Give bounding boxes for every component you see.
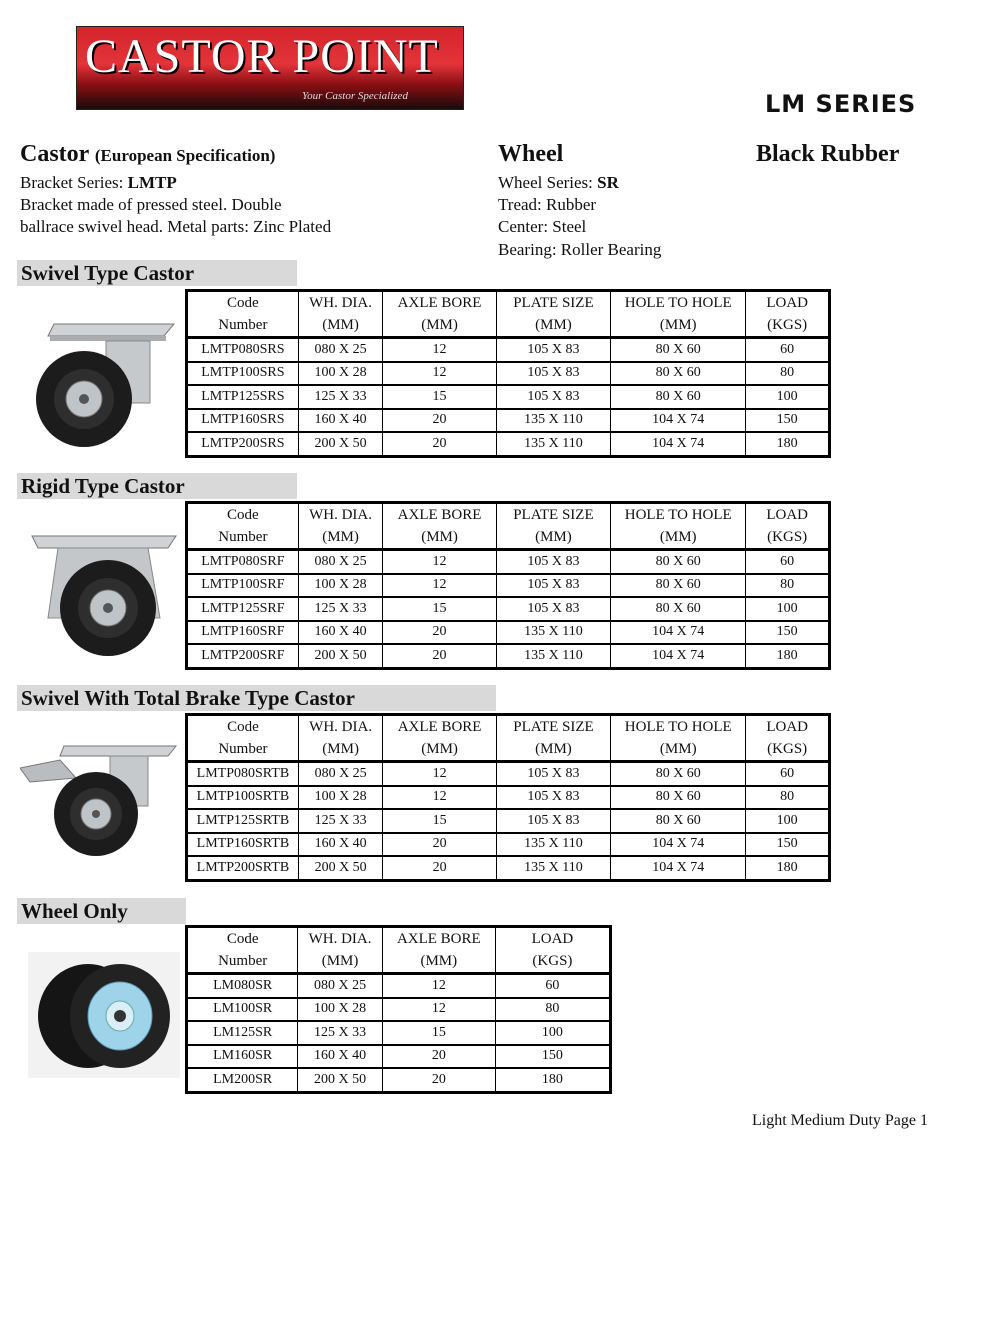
table-cell: 105 X 83	[496, 385, 610, 409]
table-cell: 80 X 60	[611, 786, 746, 810]
table-cell: LMTP080SRF	[187, 550, 299, 574]
table-cell: 105 X 83	[496, 809, 610, 833]
table-cell: 12	[383, 762, 496, 786]
table-cell: 180	[495, 1068, 610, 1092]
wheel-heading: Wheel	[498, 141, 564, 167]
table-header-row	[187, 927, 611, 974]
col-hole: HOLE TO HOLE (MM)	[611, 291, 746, 338]
table-cell: 200 X 50	[298, 644, 383, 668]
table-cell: 80	[746, 574, 830, 598]
table-cell: 20	[382, 1045, 495, 1069]
table-cell: 12	[382, 998, 495, 1022]
rigid-spec-table	[185, 501, 831, 670]
wheel-spec-table	[185, 925, 612, 1094]
section-title-wheel: Wheel Only	[17, 898, 186, 924]
castor-desc-1: Bracket made of pressed steel. Double	[20, 195, 282, 214]
wheel-series: Wheel Series: SR	[498, 173, 619, 192]
table-cell: LMTP200SRS	[187, 432, 299, 456]
table-cell: LMTP125SRF	[187, 597, 299, 621]
table-row	[187, 1068, 611, 1092]
table-cell: 15	[383, 809, 496, 833]
brake-spec-table	[185, 713, 831, 882]
table-cell: LMTP100SRF	[187, 574, 299, 598]
logo-tagline: Your Castor Specialized	[302, 90, 408, 102]
table-row	[187, 833, 830, 857]
table-cell: 80 X 60	[611, 385, 746, 409]
table-cell: 80 X 60	[611, 809, 746, 833]
table-cell: 20	[383, 833, 496, 857]
col-load: LOAD (KGS)	[495, 927, 610, 974]
table-cell: 20	[383, 409, 496, 433]
table-cell: 60	[746, 550, 830, 574]
table-cell: 160 X 40	[298, 833, 383, 857]
table-row	[187, 597, 830, 621]
table-cell: 125 X 33	[298, 809, 383, 833]
table-cell: 105 X 83	[496, 550, 610, 574]
table-cell: LM160SR	[187, 1045, 298, 1069]
table-cell: 80 X 60	[611, 338, 746, 362]
logo-text: CASTOR POINT	[85, 30, 439, 83]
table-cell: 105 X 83	[496, 762, 610, 786]
table-cell: 125 X 33	[298, 385, 383, 409]
page-footer: Light Medium Duty Page 1	[752, 1112, 928, 1129]
col-dia: WH. DIA. (MM)	[298, 503, 383, 550]
table-row	[187, 1045, 611, 1069]
castor-heading-note: (European Specification)	[94, 146, 276, 165]
table-cell: 104 X 74	[611, 621, 746, 645]
castor-heading: Castor (European Specification)	[20, 141, 276, 167]
table-cell: 100 X 28	[298, 786, 383, 810]
col-hole: HOLE TO HOLE (MM)	[611, 503, 746, 550]
table-cell: 60	[746, 338, 830, 362]
table-row	[187, 762, 830, 786]
table-cell: 100 X 28	[298, 998, 382, 1022]
table-cell: 150	[495, 1045, 610, 1069]
table-cell: 80	[746, 786, 830, 810]
table-cell: 200 X 50	[298, 856, 383, 880]
table-row	[187, 385, 830, 409]
table-cell: LMTP080SRS	[187, 338, 299, 362]
table-cell: 80	[746, 362, 830, 386]
table-cell: LMTP100SRS	[187, 362, 299, 386]
table-cell: 104 X 74	[611, 432, 746, 456]
col-code: Code Number	[187, 503, 299, 550]
table-cell: 135 X 110	[496, 644, 610, 668]
table-cell: 080 X 25	[298, 550, 383, 574]
table-cell: 125 X 33	[298, 1021, 382, 1045]
table-cell: 100 X 28	[298, 574, 383, 598]
table-cell: 080 X 25	[298, 762, 383, 786]
table-cell: 150	[746, 409, 830, 433]
table-cell: LM080SR	[187, 974, 298, 998]
table-row	[187, 362, 830, 386]
table-row	[187, 574, 830, 598]
table-row	[187, 856, 830, 880]
col-bore: AXLE BORE (MM)	[382, 927, 495, 974]
table-cell: 20	[383, 644, 496, 668]
table-cell: LMTP200SRF	[187, 644, 299, 668]
table-cell: 20	[383, 432, 496, 456]
table-cell: 135 X 110	[496, 432, 610, 456]
swivel-castor-image	[24, 316, 180, 448]
table-row	[187, 550, 830, 574]
col-load: LOAD (KGS)	[746, 291, 830, 338]
table-cell: LMTP200SRTB	[187, 856, 299, 880]
col-code: Code Number	[187, 715, 299, 762]
table-header-row	[187, 503, 830, 550]
col-code: Code Number	[187, 291, 299, 338]
table-cell: 150	[746, 621, 830, 645]
table-cell: 80	[495, 998, 610, 1022]
table-cell: 080 X 25	[298, 974, 382, 998]
col-plate: PLATE SIZE (MM)	[496, 291, 610, 338]
table-cell: LMTP160SRTB	[187, 833, 299, 857]
table-cell: 104 X 74	[611, 856, 746, 880]
table-cell: 150	[746, 833, 830, 857]
table-cell: 160 X 40	[298, 621, 383, 645]
col-code: Code Number	[187, 927, 298, 974]
table-row	[187, 409, 830, 433]
table-cell: 200 X 50	[298, 1068, 382, 1092]
table-cell: 125 X 33	[298, 597, 383, 621]
table-cell: 20	[383, 621, 496, 645]
table-cell: 180	[746, 856, 830, 880]
wheel-center: Center: Steel	[498, 217, 587, 236]
table-cell: 135 X 110	[496, 621, 610, 645]
table-row	[187, 809, 830, 833]
table-row	[187, 644, 830, 668]
bracket-series: Bracket Series: LMTP	[20, 173, 177, 192]
brake-castor-image	[20, 742, 180, 858]
table-cell: 104 X 74	[611, 409, 746, 433]
table-cell: 80 X 60	[611, 597, 746, 621]
table-header-row	[187, 291, 830, 338]
table-cell: 104 X 74	[611, 833, 746, 857]
table-cell: 160 X 40	[298, 409, 383, 433]
table-row	[187, 432, 830, 456]
table-cell: 180	[746, 644, 830, 668]
table-cell: LMTP080SRTB	[187, 762, 299, 786]
table-cell: LMTP125SRTB	[187, 809, 299, 833]
table-cell: 20	[383, 856, 496, 880]
wheel-tread: Tread: Rubber	[498, 195, 597, 214]
table-cell: LM200SR	[187, 1068, 298, 1092]
table-cell: 105 X 83	[496, 786, 610, 810]
table-cell: 105 X 83	[496, 574, 610, 598]
table-cell: LMTP100SRTB	[187, 786, 299, 810]
table-cell: 135 X 110	[496, 833, 610, 857]
table-header-row	[187, 715, 830, 762]
table-cell: 80 X 60	[611, 362, 746, 386]
table-cell: 12	[383, 786, 496, 810]
series-title: LM SERIES	[765, 90, 917, 118]
section-title-swivel: Swivel Type Castor	[17, 260, 297, 286]
col-bore: AXLE BORE (MM)	[383, 503, 496, 550]
table-row	[187, 338, 830, 362]
col-bore: AXLE BORE (MM)	[383, 291, 496, 338]
material-title: Black Rubber	[756, 141, 900, 167]
table-cell: 135 X 110	[496, 409, 610, 433]
col-load: LOAD (KGS)	[746, 715, 830, 762]
table-cell: 200 X 50	[298, 432, 383, 456]
table-cell: LM100SR	[187, 998, 298, 1022]
table-cell: 80 X 60	[611, 550, 746, 574]
table-cell: 105 X 83	[496, 338, 610, 362]
rigid-castor-image	[28, 530, 178, 660]
table-cell: 20	[382, 1068, 495, 1092]
table-cell: 80 X 60	[611, 574, 746, 598]
table-cell: 12	[383, 574, 496, 598]
section-title-brake: Swivel With Total Brake Type Castor	[17, 685, 496, 711]
table-cell: LM125SR	[187, 1021, 298, 1045]
col-hole: HOLE TO HOLE (MM)	[611, 715, 746, 762]
table-cell: 12	[382, 974, 495, 998]
castor-desc-2: ballrace swivel head. Metal parts: Zinc Plated	[20, 217, 332, 236]
table-cell: 12	[383, 550, 496, 574]
table-cell: 15	[383, 385, 496, 409]
table-cell: 60	[495, 974, 610, 998]
table-cell: 105 X 83	[496, 597, 610, 621]
section-title-rigid: Rigid Type Castor	[17, 473, 297, 499]
col-bore: AXLE BORE (MM)	[383, 715, 496, 762]
table-row	[187, 974, 611, 998]
table-cell: 15	[383, 597, 496, 621]
table-cell: 15	[382, 1021, 495, 1045]
col-load: LOAD (KGS)	[746, 503, 830, 550]
table-cell: 60	[746, 762, 830, 786]
table-row	[187, 786, 830, 810]
col-dia: WH. DIA. (MM)	[298, 715, 383, 762]
wheel-only-image	[28, 952, 180, 1078]
table-cell: LMTP160SRF	[187, 621, 299, 645]
wheel-bearing: Bearing: Roller Bearing	[498, 240, 662, 259]
table-cell: LMTP125SRS	[187, 385, 299, 409]
table-cell: 100	[746, 385, 830, 409]
table-cell: 80 X 60	[611, 762, 746, 786]
col-dia: WH. DIA. (MM)	[298, 927, 382, 974]
col-dia: WH. DIA. (MM)	[298, 291, 383, 338]
table-cell: 12	[383, 338, 496, 362]
table-cell: 100	[495, 1021, 610, 1045]
table-cell: 100	[746, 809, 830, 833]
table-cell: 100	[746, 597, 830, 621]
swivel-spec-table	[185, 289, 831, 458]
table-cell: 080 X 25	[298, 338, 383, 362]
table-cell: 100 X 28	[298, 362, 383, 386]
table-cell: 12	[383, 362, 496, 386]
table-row	[187, 998, 611, 1022]
table-cell: LMTP160SRS	[187, 409, 299, 433]
table-row	[187, 1021, 611, 1045]
table-row	[187, 621, 830, 645]
table-cell: 180	[746, 432, 830, 456]
col-plate: PLATE SIZE (MM)	[496, 503, 610, 550]
col-plate: PLATE SIZE (MM)	[496, 715, 610, 762]
table-cell: 105 X 83	[496, 362, 610, 386]
table-cell: 135 X 110	[496, 856, 610, 880]
table-cell: 160 X 40	[298, 1045, 382, 1069]
table-cell: 104 X 74	[611, 644, 746, 668]
brand-logo	[76, 26, 464, 110]
